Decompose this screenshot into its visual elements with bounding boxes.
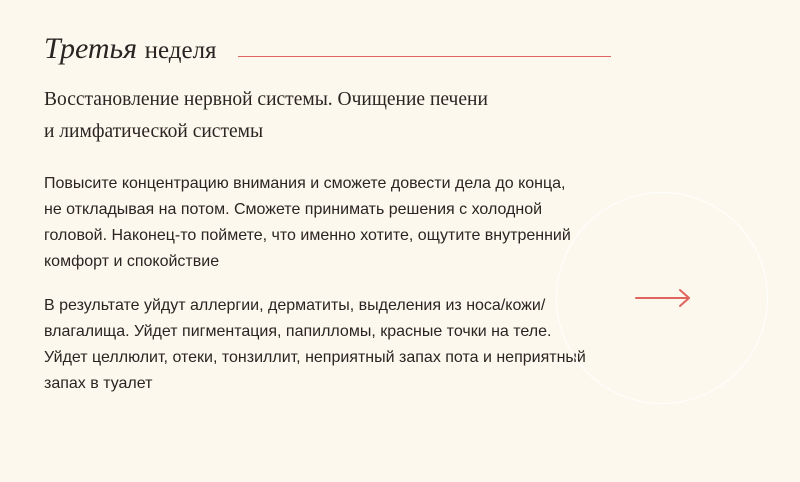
paragraph-line: головой. Наконец-то поймете, что именно хотите, ощутите внутренний: [44, 227, 571, 244]
benefits-paragraph: [44, 171, 624, 275]
section-subtitle: [44, 84, 564, 148]
paragraph-line: запах в туалет: [44, 375, 153, 392]
paragraph-line: влагалища. Уйдет пигментация, папилломы, красные точки на теле.: [44, 323, 552, 340]
title-divider-line: [238, 56, 611, 57]
results-paragraph: [44, 293, 624, 397]
paragraph-line: Уйдет целлюлит, отеки, тонзиллит, неприятный запах пота и неприятный: [44, 349, 586, 366]
paragraph-line: комфорт и спокойствие: [44, 253, 220, 270]
section-title: [44, 27, 217, 73]
subtitle-line: и лимфатической системы: [44, 121, 264, 142]
paragraph-line: Повысите концентрацию внимания и сможете довести дела до конца,: [44, 175, 566, 192]
paragraph-line: не откладывая на потом. Сможете принимать решения с холодной: [44, 201, 543, 218]
paragraph-line: В результате уйдут аллергии, дерматиты, выделения из носа/кожи/: [44, 297, 546, 314]
arrow-right-icon[interactable]: [634, 288, 692, 308]
subtitle-line: Восстановление нервной системы. Очищение печени: [44, 89, 488, 110]
section-title-rest: неделя: [144, 37, 217, 64]
section-title-accent: Третья: [44, 32, 138, 65]
